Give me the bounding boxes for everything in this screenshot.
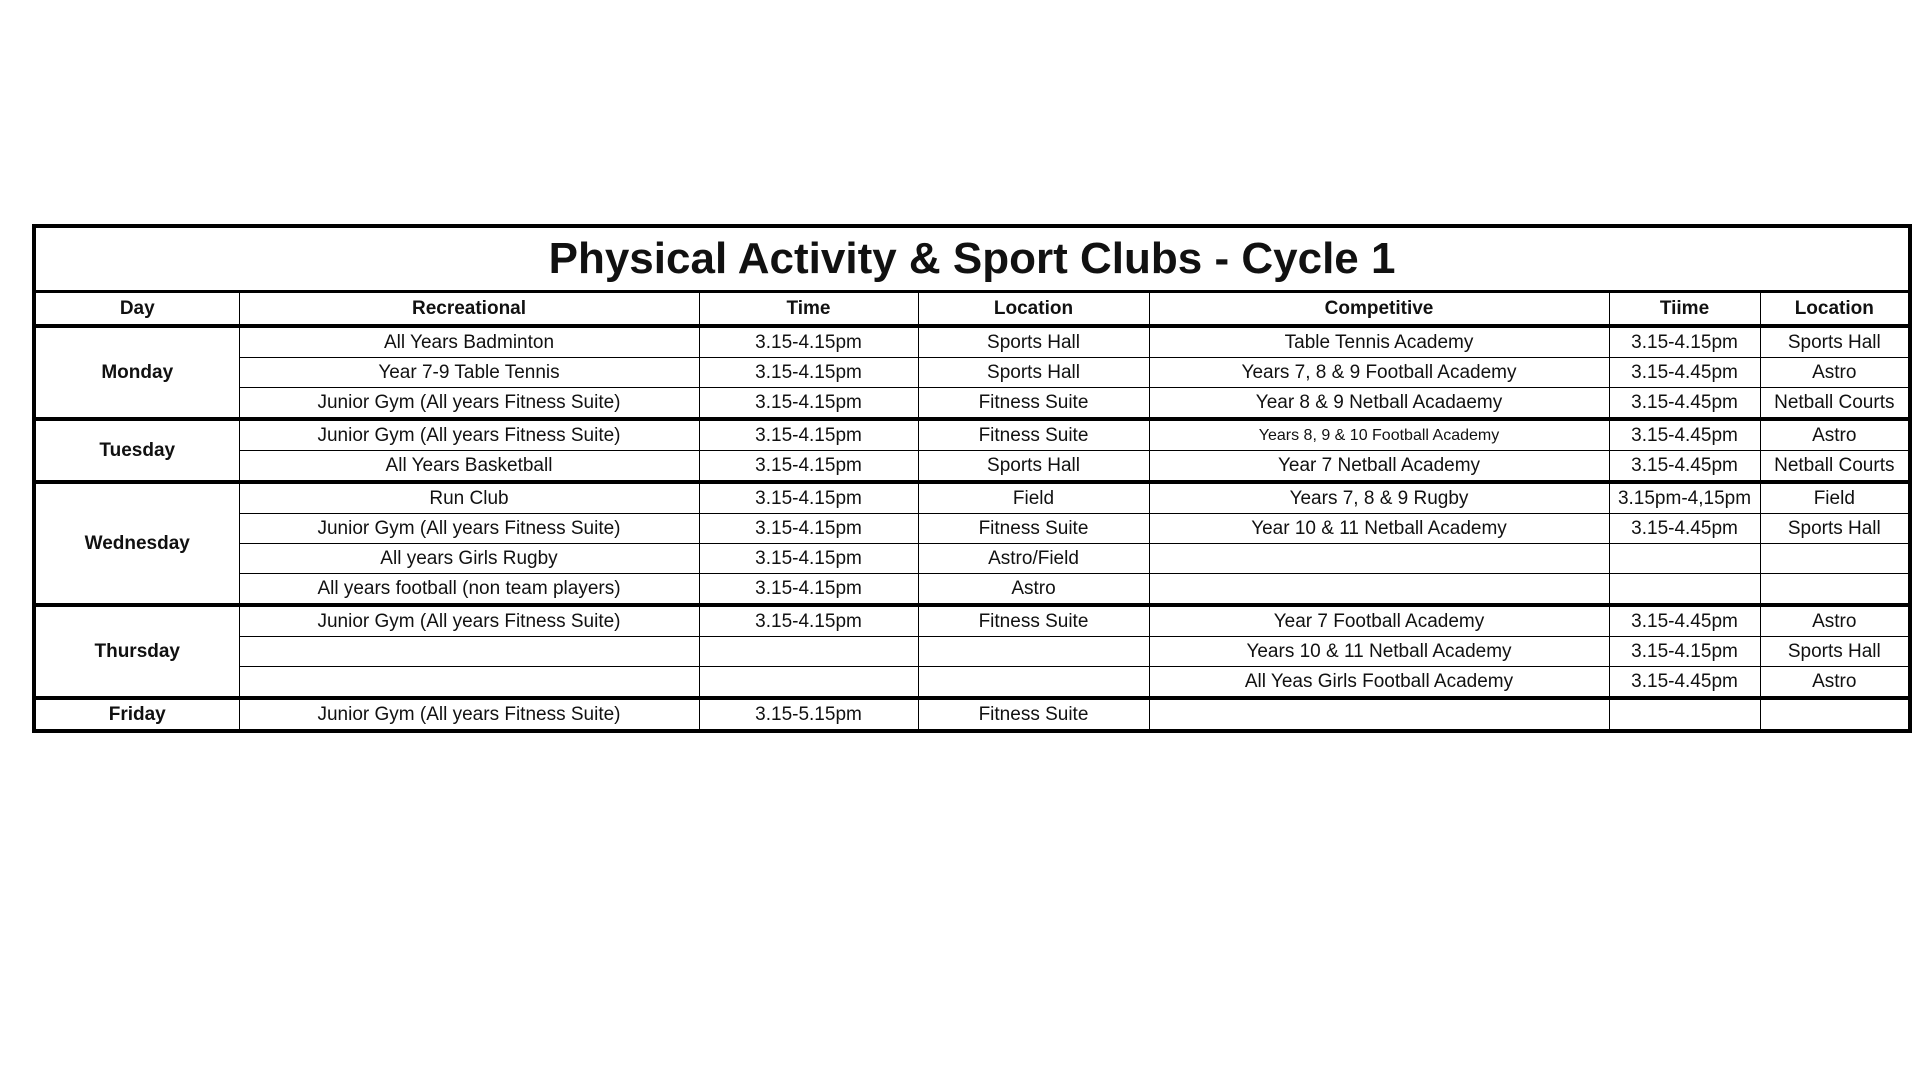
competitive-location: Sports Hall [1760,326,1910,358]
table-row [34,451,1910,483]
recreational-activity: All Years Badminton [239,326,699,358]
table-row [34,388,1910,420]
recreational-time: 3.15-4.15pm [699,451,918,483]
competitive-time: 3.15-4.45pm [1609,667,1760,699]
competitive-location: Sports Hall [1760,514,1910,544]
competitive-location [1760,698,1910,731]
recreational-activity: Junior Gym (All years Fitness Suite) [239,388,699,420]
recreational-activity: Junior Gym (All years Fitness Suite) [239,698,699,731]
competitive-time: 3.15-4.45pm [1609,358,1760,388]
competitive-location: Netball Courts [1760,451,1910,483]
competitive-activity [1149,574,1609,606]
competitive-location: Astro [1760,358,1910,388]
competitive-activity: All Yeas Girls Football Academy [1149,667,1609,699]
competitive-time [1609,698,1760,731]
day-friday: Friday [34,698,239,731]
competitive-location: Netball Courts [1760,388,1910,420]
recreational-activity [239,637,699,667]
recreational-time [699,667,918,699]
day-wednesday: Wednesday [34,482,239,605]
table-row [34,544,1910,574]
competitive-location [1760,544,1910,574]
recreational-location [918,637,1149,667]
recreational-activity: Run Club [239,482,699,514]
header-rec-location: Location [918,292,1149,327]
header-comp-location: Location [1760,292,1910,327]
recreational-activity: All years football (non team players) [239,574,699,606]
recreational-time [699,637,918,667]
recreational-location: Astro [918,574,1149,606]
recreational-activity: Year 7-9 Table Tennis [239,358,699,388]
recreational-activity: Junior Gym (All years Fitness Suite) [239,605,699,637]
competitive-time: 3.15-4.15pm [1609,326,1760,358]
competitive-activity [1149,698,1609,731]
competitive-time [1609,574,1760,606]
recreational-location: Sports Hall [918,326,1149,358]
competitive-time: 3.15-4.45pm [1609,451,1760,483]
competitive-activity [1149,544,1609,574]
header-rec-time: Time [699,292,918,327]
recreational-location: Sports Hall [918,358,1149,388]
competitive-activity: Year 8 & 9 Netball Acadaemy [1149,388,1609,420]
header-recreational: Recreational [239,292,699,327]
competitive-time [1609,544,1760,574]
recreational-activity: Junior Gym (All years Fitness Suite) [239,419,699,451]
recreational-time: 3.15-4.15pm [699,544,918,574]
competitive-location: Astro [1760,667,1910,699]
timetable [32,224,1912,733]
recreational-location: Fitness Suite [918,419,1149,451]
recreational-time: 3.15-4.15pm [699,326,918,358]
recreational-location: Astro/Field [918,544,1149,574]
recreational-activity: All years Girls Rugby [239,544,699,574]
recreational-time: 3.15-4.15pm [699,605,918,637]
table-row [34,637,1910,667]
competitive-location: Field [1760,482,1910,514]
recreational-activity [239,667,699,699]
recreational-activity: All Years Basketball [239,451,699,483]
recreational-time: 3.15-4.15pm [699,514,918,544]
day-monday: Monday [34,326,239,419]
competitive-time: 3.15-4.45pm [1609,388,1760,420]
recreational-location: Fitness Suite [918,388,1149,420]
table-row [34,358,1910,388]
competitive-activity: Years 7, 8 & 9 Rugby [1149,482,1609,514]
competitive-activity: Year 7 Netball Academy [1149,451,1609,483]
table-row [34,514,1910,544]
recreational-location: Sports Hall [918,451,1149,483]
competitive-time: 3.15-4.45pm [1609,605,1760,637]
competitive-activity: Years 10 & 11 Netball Academy [1149,637,1609,667]
table-row [34,419,1910,451]
header-comp-time: Tiime [1609,292,1760,327]
page-title: Physical Activity & Sport Clubs - Cycle 1 [34,226,1910,292]
header-row [34,292,1910,327]
day-tuesday: Tuesday [34,419,239,482]
recreational-location [918,667,1149,699]
table-row [34,326,1910,358]
competitive-location: Sports Hall [1760,637,1910,667]
header-competitive: Competitive [1149,292,1609,327]
recreational-time: 3.15-4.15pm [699,419,918,451]
competitive-activity: Year 10 & 11 Netball Academy [1149,514,1609,544]
competitive-time: 3.15-4.45pm [1609,419,1760,451]
recreational-location: Fitness Suite [918,698,1149,731]
table-row [34,482,1910,514]
competitive-activity: Year 7 Football Academy [1149,605,1609,637]
recreational-time: 3.15-4.15pm [699,574,918,606]
competitive-location: Astro [1760,419,1910,451]
competitive-time: 3.15-4.45pm [1609,514,1760,544]
table-row [34,698,1910,731]
recreational-time: 3.15-4.15pm [699,482,918,514]
table-row [34,667,1910,699]
competitive-activity: Years 7, 8 & 9 Football Academy [1149,358,1609,388]
competitive-time: 3.15-4.15pm [1609,637,1760,667]
header-day: Day [34,292,239,327]
recreational-time: 3.15-5.15pm [699,698,918,731]
recreational-location: Fitness Suite [918,605,1149,637]
day-thursday: Thursday [34,605,239,698]
competitive-activity: Table Tennis Academy [1149,326,1609,358]
competitive-activity: Years 8, 9 & 10 Football Academy [1149,419,1609,451]
table-row [34,605,1910,637]
recreational-location: Field [918,482,1149,514]
competitive-location: Astro [1760,605,1910,637]
competitive-time: 3.15pm-4,15pm [1609,482,1760,514]
recreational-time: 3.15-4.15pm [699,388,918,420]
recreational-activity: Junior Gym (All years Fitness Suite) [239,514,699,544]
recreational-location: Fitness Suite [918,514,1149,544]
competitive-location [1760,574,1910,606]
table-row [34,574,1910,606]
recreational-time: 3.15-4.15pm [699,358,918,388]
